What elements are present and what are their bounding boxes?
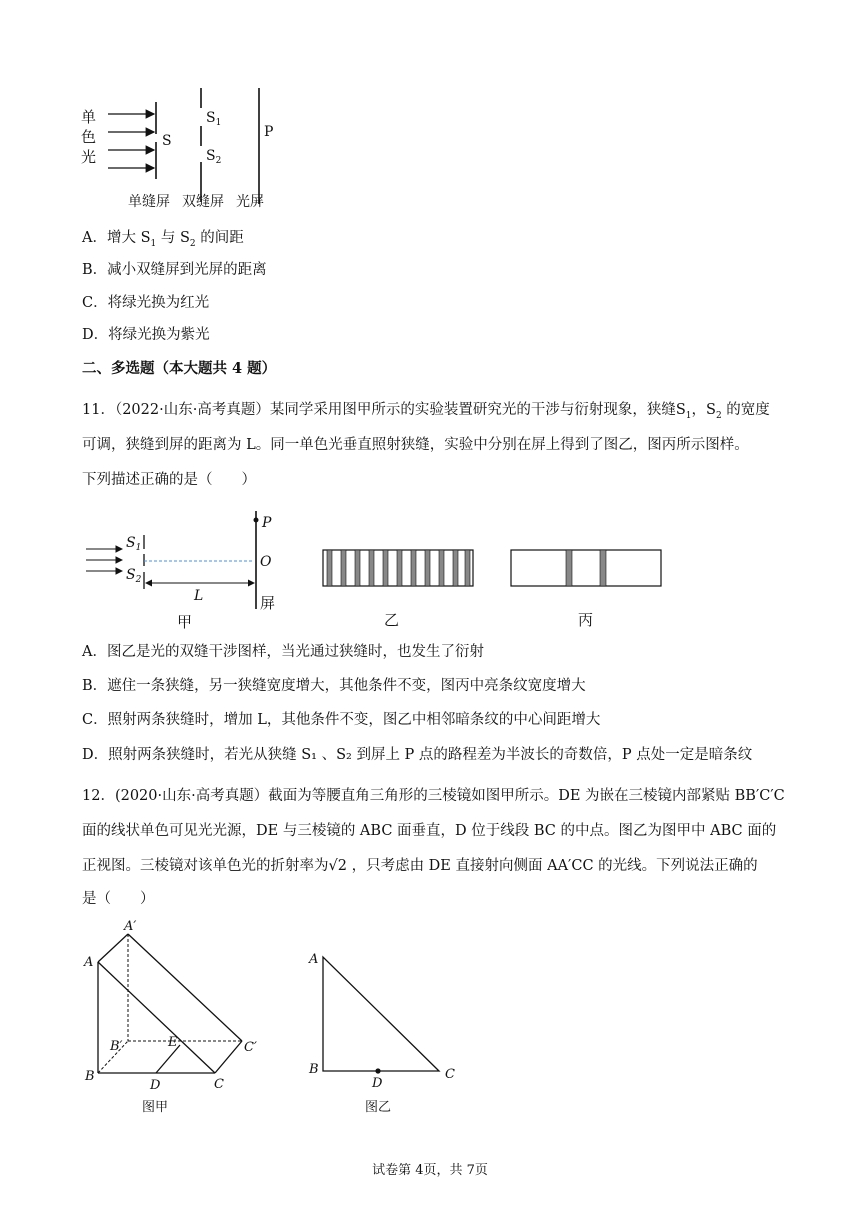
caption-tu-jia: 图甲 [142, 1100, 169, 1115]
slit-S2-label: $S_2$ [206, 148, 222, 166]
q10-option-b: B．减小双缝屏到光屏的距离 [82, 262, 267, 278]
q11-line2: 可调，狭缝到屏的距离为 L。同一单色光垂直照射狭缝，实验中分别在屏上得到了图乙，图丙所示图样。 [82, 437, 749, 453]
triangle-ABC [323, 957, 439, 1071]
point-D-dot [375, 1068, 380, 1073]
q11-figure-yi [322, 549, 477, 629]
vertex-A: A [84, 955, 94, 970]
q12-prism-figure-yi [305, 945, 465, 1115]
vertex-B: B [309, 1062, 319, 1077]
light-label-char: 光 [81, 148, 97, 166]
q12-prism-figure-jia [80, 918, 270, 1118]
double-slit-screen-label: 双缝屏 [182, 194, 224, 210]
q11-caption-yi: 乙 [384, 611, 400, 629]
q12-line3: 正视图。三棱镜对该单色光的折射率为√2 ，只考虑由 DE 直接射向侧面 AA′CC 的光线。下列说法正确的 [82, 858, 758, 874]
vertex-C: C [445, 1067, 455, 1082]
q11-caption-jia: 甲 [177, 613, 193, 630]
q11-option-b: B．遮住一条狭缝，另一狭缝宽度增大，其他条件不变，图丙中亮条纹宽度增大 [82, 678, 586, 694]
slit-S-label: S [162, 133, 172, 149]
point-D: D [372, 1076, 383, 1091]
vertex-C: C [214, 1077, 224, 1092]
q11-caption-bing: 丙 [578, 611, 594, 629]
q12-line2: 面的线状单色可见光光源，DE 与三棱镜的 ABC 面垂直，D 位于线段 BC 的中点。图乙为图甲中 ABC 面的 [82, 823, 777, 839]
vertex-C-prime: C′ [244, 1040, 257, 1055]
vertex-A-prime: A′ [124, 919, 137, 934]
slit-S1-label: $S_1$ [206, 110, 222, 128]
single-slit-screen-label: 单缝屏 [128, 194, 170, 210]
point-E: E [168, 1035, 178, 1050]
light-label-char: 单 [81, 108, 97, 126]
q10-option-c: C．将绿光换为红光 [82, 295, 210, 311]
vertex-B-prime: B′ [110, 1039, 123, 1054]
q11-option-d: D．照射两条狭缝时，若光从狭缝 S₁ 、S₂ 到屏上 P 点的路程差为半波长的奇数倍，P 点处一定是暗条纹 [82, 747, 753, 763]
q12-line1: 12．(2020·山东·高考真题）截面为等腰直角三角形的三棱镜如图甲所示。DE 为嵌在三棱镜内部紧贴 BB′C′C [82, 788, 785, 804]
vertex-A: A [309, 952, 319, 967]
q11-figure-bing [510, 549, 665, 629]
q11-figure-jia [82, 505, 282, 630]
q11-screen-label: 屏 [260, 594, 276, 612]
section-heading: 二、多选题（本大题共 4 题） [82, 360, 277, 377]
light-label-char: 色 [81, 128, 97, 146]
q10-option-a: A．增大 $S_1$ 与 $S_2$ 的间距 [82, 230, 244, 249]
vertex-B: B [85, 1069, 95, 1084]
screen-labels [128, 191, 264, 211]
incident-light-arrows [108, 114, 154, 168]
q11-P-label: P [262, 515, 272, 531]
q11-line3: 下列描述正确的是（ ） [82, 472, 256, 488]
q11-L-label: L [194, 588, 204, 604]
q10-option-d: D．将绿光换为紫光 [82, 327, 210, 343]
q11-s1-label: $S_1$ [126, 535, 142, 553]
light-screen-label: 光屏 [236, 194, 264, 210]
q12-line4: 是（ ） [82, 891, 155, 907]
screen-P-label: P [264, 124, 274, 140]
q11-line1: 11．（2022·山东·高考真题）某同学采用图甲所示的实验装置研究光的干涉与衍射现象，狭缝$S_1$，$S_2$ 的宽度 [82, 402, 770, 421]
q11-option-a: A．图乙是光的双缝干涉图样，当光通过狭缝时，也发生了衍射 [82, 644, 484, 660]
q11-O-label: O [260, 554, 272, 570]
caption-tu-yi: 图乙 [365, 1100, 392, 1115]
q11-option-c: C．照射两条狭缝时，增加 L，其他条件不变，图乙中相邻暗条纹的中心间距增大 [82, 712, 601, 728]
page-footer: 试卷第 4页，共 7页 [372, 1163, 488, 1178]
q11-s2-label: $S_2$ [126, 567, 142, 585]
q11-point-P [254, 518, 259, 523]
q11-incident-arrows [86, 549, 122, 571]
point-D: D [150, 1078, 161, 1093]
